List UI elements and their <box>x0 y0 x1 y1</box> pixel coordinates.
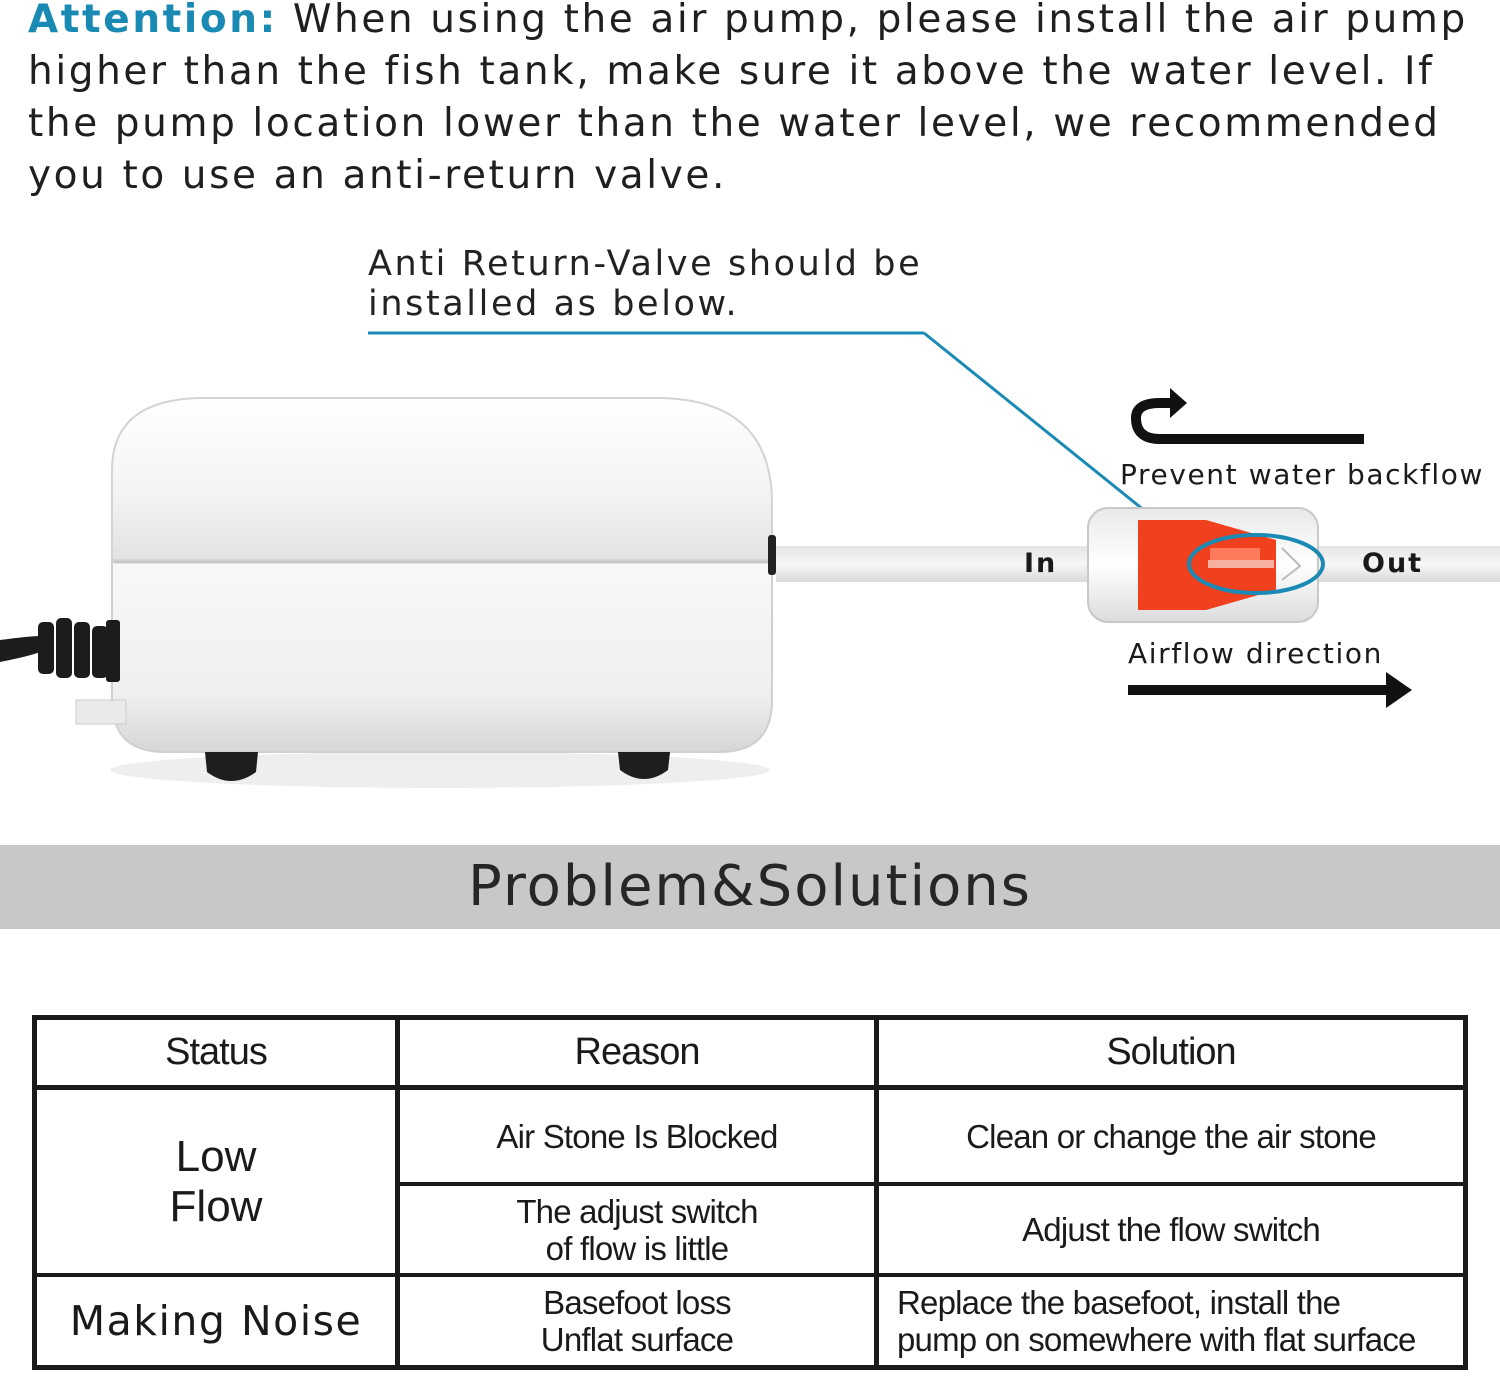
backflow-arrow-icon <box>1136 388 1364 439</box>
callout-line-2: installed as below. <box>368 284 740 324</box>
solution-replace-basefoot <box>879 1277 1463 1365</box>
header-reason <box>400 1020 874 1085</box>
problem-solution-table <box>32 1015 1468 1370</box>
reason-basefoot-loss <box>400 1277 874 1365</box>
valve-callout <box>368 244 922 324</box>
solution-adjust-flow-switch <box>879 1186 1463 1273</box>
out-label: Out <box>1362 548 1424 579</box>
status-low-flow-line-1: Low <box>175 1131 257 1181</box>
attention-text: When using the air pump, please install the air pump higher than the fish tank, make sure it above the water level. If the pump location lower than the water level, we recommended you to use an anti-return valve. <box>28 0 1468 198</box>
header-solution-text: Solution <box>1106 1031 1236 1073</box>
header-status <box>37 1020 395 1085</box>
status-low-flow <box>37 1090 395 1273</box>
solution-replace-basefoot-line-2: pump on somewhere with flat surface <box>897 1321 1416 1358</box>
header-reason-text: Reason <box>574 1031 700 1073</box>
callout-line-1: Anti Return-Valve should be <box>368 244 923 284</box>
status-low-flow-line-2: Flow <box>169 1181 263 1231</box>
air-pump-body <box>110 398 776 788</box>
header-solution <box>879 1020 1463 1085</box>
header-status-text: Status <box>165 1031 267 1073</box>
table-border-right <box>1463 1015 1468 1370</box>
status-making-noise <box>37 1277 395 1365</box>
attention-label: Attention: <box>28 0 278 42</box>
airflow-arrow-icon <box>1128 672 1412 708</box>
in-label: In <box>1024 548 1058 579</box>
check-valve <box>1088 508 1323 622</box>
reason-air-stone-blocked-text: Air Stone Is Blocked <box>496 1117 778 1155</box>
power-cord <box>0 618 126 724</box>
airflow-direction-label: Airflow direction <box>1128 637 1383 670</box>
reason-adjust-switch-line-2: of flow is little <box>545 1229 729 1267</box>
prevent-backflow-label: Prevent water backflow <box>1120 458 1485 491</box>
reason-basefoot-loss-line-1: Basefoot loss <box>543 1284 731 1321</box>
solution-clean-air-stone <box>879 1090 1463 1182</box>
reason-basefoot-loss-line-2: Unflat surface <box>540 1321 734 1358</box>
solution-replace-basefoot-line-1: Replace the basefoot, install the <box>897 1284 1341 1321</box>
solution-adjust-flow-switch-text: Adjust the flow switch <box>1022 1211 1320 1248</box>
solution-clean-air-stone-text: Clean or change the air stone <box>966 1117 1376 1155</box>
reason-adjust-switch-little <box>400 1186 874 1273</box>
reason-air-stone-blocked <box>400 1090 874 1182</box>
table-border-bottom <box>32 1365 1468 1370</box>
banner-title: Problem&Solutions <box>468 854 1032 919</box>
status-making-noise-text: Making Noise <box>69 1297 363 1345</box>
reason-adjust-switch-line-1: The adjust switch <box>516 1192 758 1230</box>
problem-solutions-banner <box>0 845 1500 929</box>
